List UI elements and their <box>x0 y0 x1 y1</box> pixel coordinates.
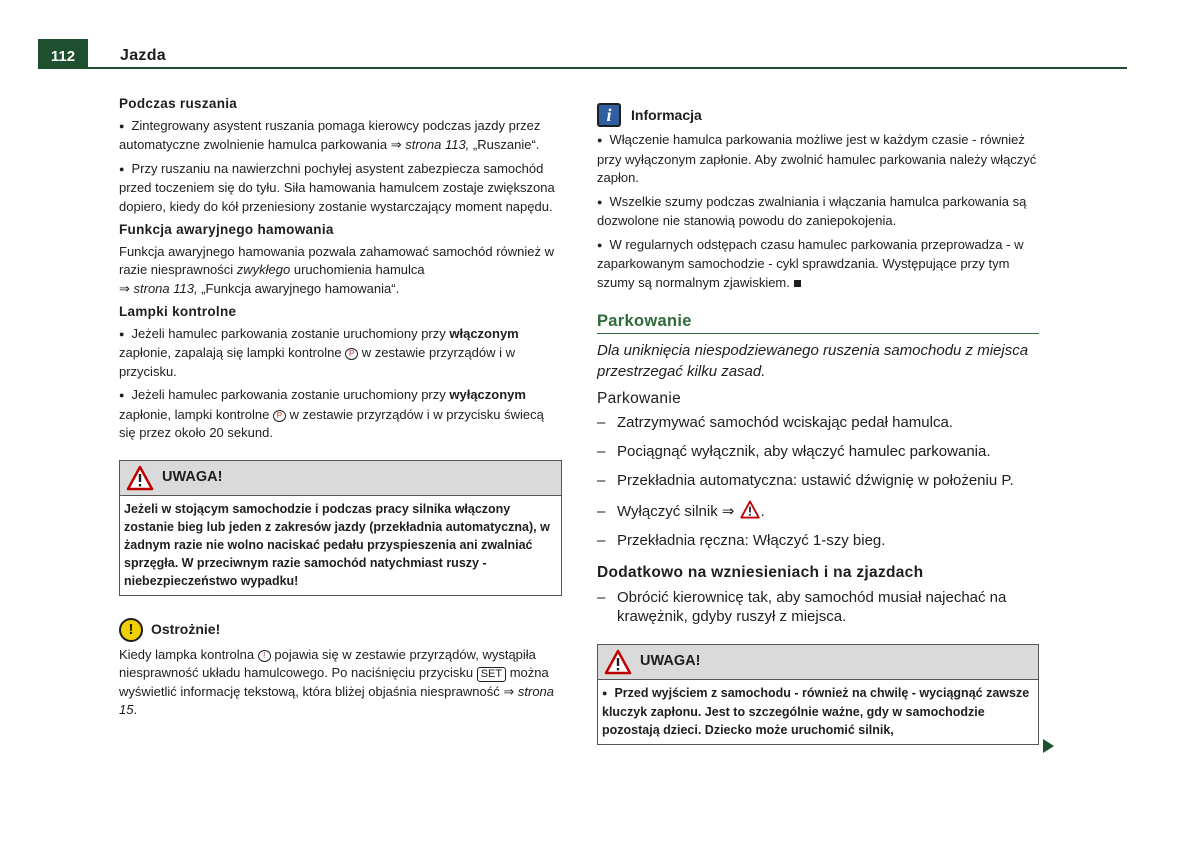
paragraph: Funkcja awaryjnego hamowania pozwala zahamować samochód również w razie niesprawności zwykłego uruchomienia hamulca ⇒ strona 113, „Funkcja awaryjnego hamowania“. <box>119 243 554 296</box>
end-of-section-icon <box>794 280 801 287</box>
parking-brake-icon: P <box>273 410 286 422</box>
warning-triangle-icon <box>126 465 154 491</box>
subheading: Dodatkowo na wzniesieniach i na zjazdach <box>597 564 924 581</box>
dash-item: – Zatrzymywać samochód wciskając pedał hamulca. <box>597 413 1039 432</box>
page-reference[interactable]: strona 15 <box>119 683 555 717</box>
bullet-paragraph: ● Jeżeli hamulec parkowania zostanie uruchomiony przy włączonym zapłonie, zapalają się lampki kontrolne P w zestawie przyrządów i w przycisku. <box>119 325 562 382</box>
caution-header <box>119 618 562 642</box>
section-title: Parkowanie <box>597 312 1039 334</box>
parking-brake-icon: P <box>345 348 358 360</box>
dash-item: – Przekładnia automatyczna: ustawić dźwignię w położeniu P. <box>597 471 1039 490</box>
bullet-paragraph: ● Zintegrowany asystent ruszania pomaga kierowcy podczas jazdy przez automatyczne zwolnienie hamulca parkowania ⇒ strona 113, „Ruszanie“. <box>119 117 562 155</box>
page-reference[interactable]: strona 113, <box>133 280 198 296</box>
dash-item: – Obrócić kierownicę tak, aby samochód musiał najechać na krawężnik, gdyby ruszył z miejsca. <box>597 588 1039 626</box>
section-heading: Podczas ruszania <box>119 96 238 111</box>
warning-header <box>120 461 561 496</box>
warning-text: ● Przed wyjściem z samochodu - również na chwilę - wyciągnąć zawsze kluczyk zapłonu. Jest to szczególnie ważne, gdy w samochodzie pozostają dzieci. Dziecko może uruchomić silnik, <box>598 680 1038 744</box>
chapter-title: Jazda <box>120 47 166 64</box>
section-heading: Funkcja awaryjnego hamowania <box>119 222 334 237</box>
caution-title: Ostrożnie! <box>151 621 221 638</box>
bullet-paragraph: ● Włączenie hamulca parkowania możliwe jest w każdym czasie - również przy wyłączonym zapłonie. Aby zwolnić hamulec parkowania należy włączyć zapłon. <box>597 131 1039 188</box>
bullet-paragraph: ● W regularnych odstępach czasu hamulec parkowania przeprowadza - w zaparkowanym samochodzie - cykl sprawdzania. Występujące przy tym szumy są normalnym zjawiskiem. <box>597 236 1039 293</box>
caution-icon: ! <box>119 618 143 642</box>
header-rule <box>88 67 1127 69</box>
dash-item: – Pociągnąć wyłącznik, aby włączyć hamulec parkowania. <box>597 442 1039 461</box>
right-column <box>597 103 1039 745</box>
info-icon: i <box>597 103 621 127</box>
page-reference[interactable]: strona 113, <box>405 137 470 152</box>
warning-box <box>119 460 562 596</box>
bullet-paragraph: ● Przy ruszaniu na nawierzchni pochyłej asystent zabezpiecza samochód przed toczeniem się do tyłu. Siła hamowania hamulcem zostaje zwiększona dopiero, kiedy do kół przeniesiony zostanie wystarczający moment napędu. <box>119 160 562 217</box>
set-key: SET <box>477 667 506 682</box>
page-number: 112 <box>38 39 88 69</box>
dash-item: – Przekładnia ręczna: Włączyć 1-szy bieg. <box>597 531 1039 550</box>
next-page-arrow-icon <box>1043 739 1054 753</box>
subheading: Parkowanie <box>597 389 681 407</box>
warning-triangle-icon <box>739 500 761 519</box>
left-column <box>119 95 562 725</box>
dash-item: – Wyłączyć silnik ⇒ . <box>597 500 1039 521</box>
brake-warning-icon: ! <box>258 650 271 662</box>
section-heading: Lampki kontrolne <box>119 304 237 319</box>
info-header <box>597 103 1039 127</box>
bullet-paragraph: ● Jeżeli hamulec parkowania zostanie uruchomiony przy wyłączonym zapłonie, lampki kontrolne P w zestawie przyrządów i w przycisku świecą się przez około 20 sekund. <box>119 386 562 443</box>
caution-text: Kiedy lampka kontrolna ! pojawia się w zestawie przyrządów, wystąpiła niesprawność układu hamulcowego. Po naciśnięciu przycisku SET można wyświetlić informację tekstową, która bliżej objaśnia niesprawność ⇒ strona 15. <box>119 646 555 717</box>
warning-box <box>597 644 1039 745</box>
warning-text: Jeżeli w stojącym samochodzie i podczas pracy silnika włączony zostanie bieg lub jeden z zakresów jazdy (przekładnia automatyczna), w żadnym razie nie wolno naciskać pedału przyspieszenia ani zwalniać sprzęgła. W przeciwnym razie samochód natychmiast ruszy - niebezpieczeństwo wypadku! <box>124 501 550 588</box>
warning-triangle-icon <box>604 649 632 675</box>
warning-header <box>598 645 1038 680</box>
warning-title: UWAGA! <box>640 653 701 670</box>
info-title: Informacja <box>631 106 702 123</box>
warning-title: UWAGA! <box>162 469 223 486</box>
lead-text: Dla uniknięcia niespodziewanego ruszenia samochodu z miejsca przestrzegać kilku zasad. <box>597 341 1029 380</box>
bullet-paragraph: ● Wszelkie szumy podczas zwalniania i włączania hamulca parkowania są dozwolone nie stanowią powodu do zaniepokojenia. <box>597 193 1039 231</box>
